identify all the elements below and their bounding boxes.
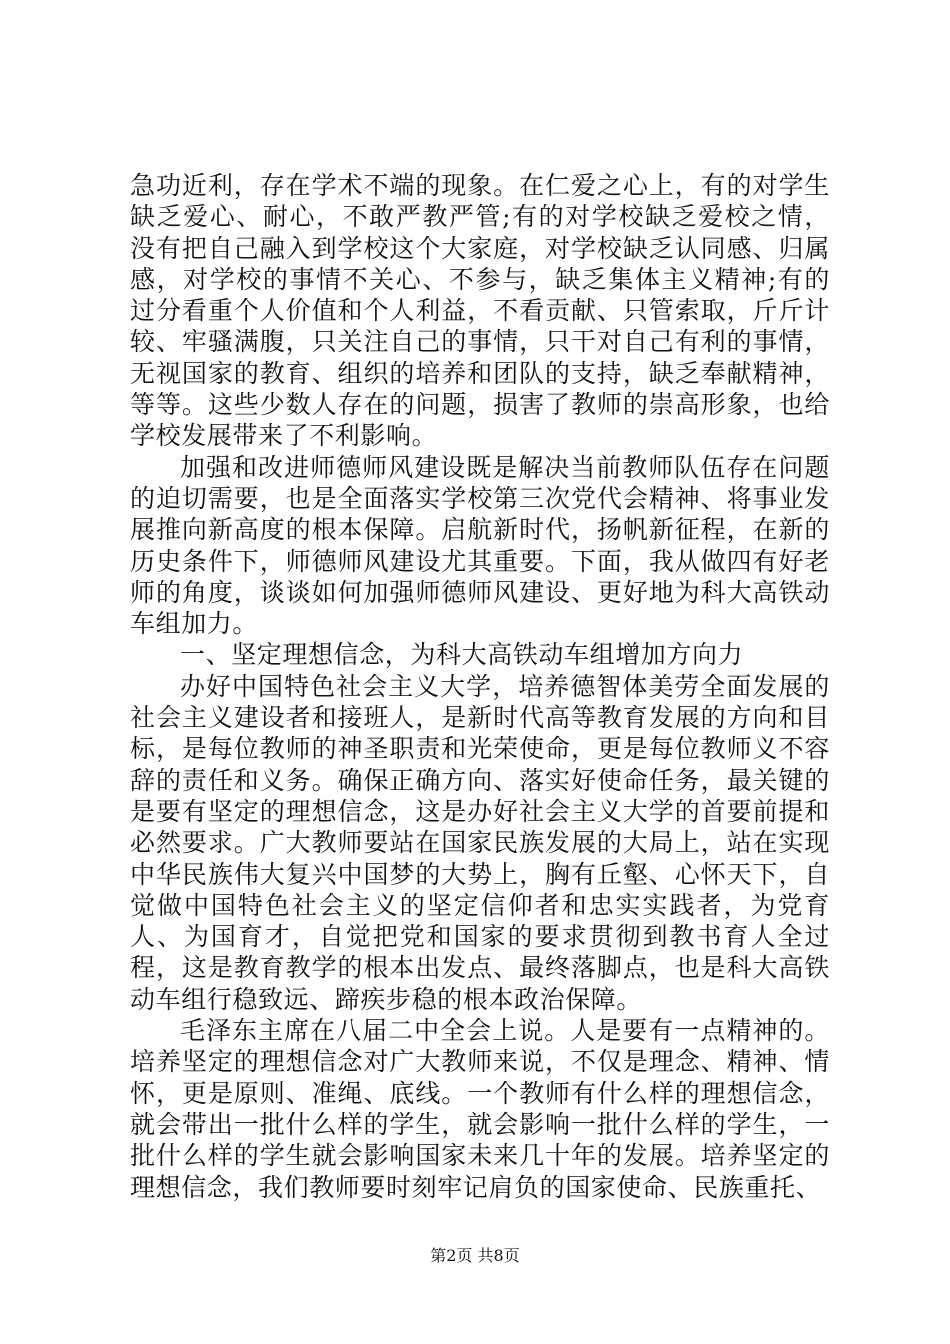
page-footer: 第2页 共8页 xyxy=(430,1246,520,1265)
document-body xyxy=(130,170,830,1203)
section-heading-1: 一、坚定理想信念，为科大高铁动车组增加方向力 xyxy=(180,640,744,670)
paragraph-4: 毛泽东主席在八届二中全会上说。人是要有一点精神的。培养坚定的理想信念对广大教师来说，不仅是理念、精神、情怀，更是原则、准绳、底线。一个教师有什么样的理想信念，就会带出一批什么样的学生，就会影响一批什么样的学生，一批什么样的学生就会影响国家未来几十年的发展。培养坚定的理想信念，我们教师要时刻牢记肩负的国家使命、民族重托、 xyxy=(130,1016,830,1202)
paragraph-1: 急功近利，存在学术不端的现象。在仁爱之心上，有的对学生缺乏爱心、耐心，不敢严教严管;有的对学校缺乏爱校之情，没有把自己融入到学校这个大家庭，对学校缺乏认同感、归属感，对学校的事情不关心、不参与，缺乏集体主义精神;有的过分看重个人价值和个人利益，不看贡献、只管索取，斤斤计较、牢骚满腹，只关注自己的事情，只干对自己有利的事情，无视国家的教育、组织的培养和团队的支持，缺乏奉献精神，等等。这些少数人存在的问题，损害了教师的崇高形象，也给学校发展带来了不利影响。 xyxy=(130,171,830,451)
paragraph-3: 办好中国特色社会主义大学，培养德智体美劳全面发展的社会主义建设者和接班人，是新时代高等教育发展的方向和目标，是每位教师的神圣职责和光荣使命，更是每位教师义不容辞的责任和义务。确保正确方向、落实好使命任务，最关键的是要有坚定的理想信念，这是办好社会主义大学的首要前提和必然要求。广大教师要站在国家民族发展的大局上，站在实现中华民族伟大复兴中国梦的大势上，胸有丘壑、心怀天下，自觉做中国特色社会主义的坚定信仰者和忠实实践者，为党育人、为国育才，自觉把党和国家的要求贯彻到教书育人全过程，这是教育教学的根本出发点、最终落脚点，也是科大高铁动车组行稳致远、蹄疾步稳的根本政治保障。 xyxy=(130,671,830,1014)
paragraph-2: 加强和改进师德师风建设既是解决当前教师队伍存在问题的迫切需要，也是全面落实学校第三次党代会精神、将事业发展推向新高度的根本保障。启航新时代，扬帆新征程，在新的历史条件下，师德师风建设尤其重要。下面，我从做四有好老师的角度，谈谈如何加强师德师风建设、更好地为科大高铁动车组加力。 xyxy=(130,452,830,639)
